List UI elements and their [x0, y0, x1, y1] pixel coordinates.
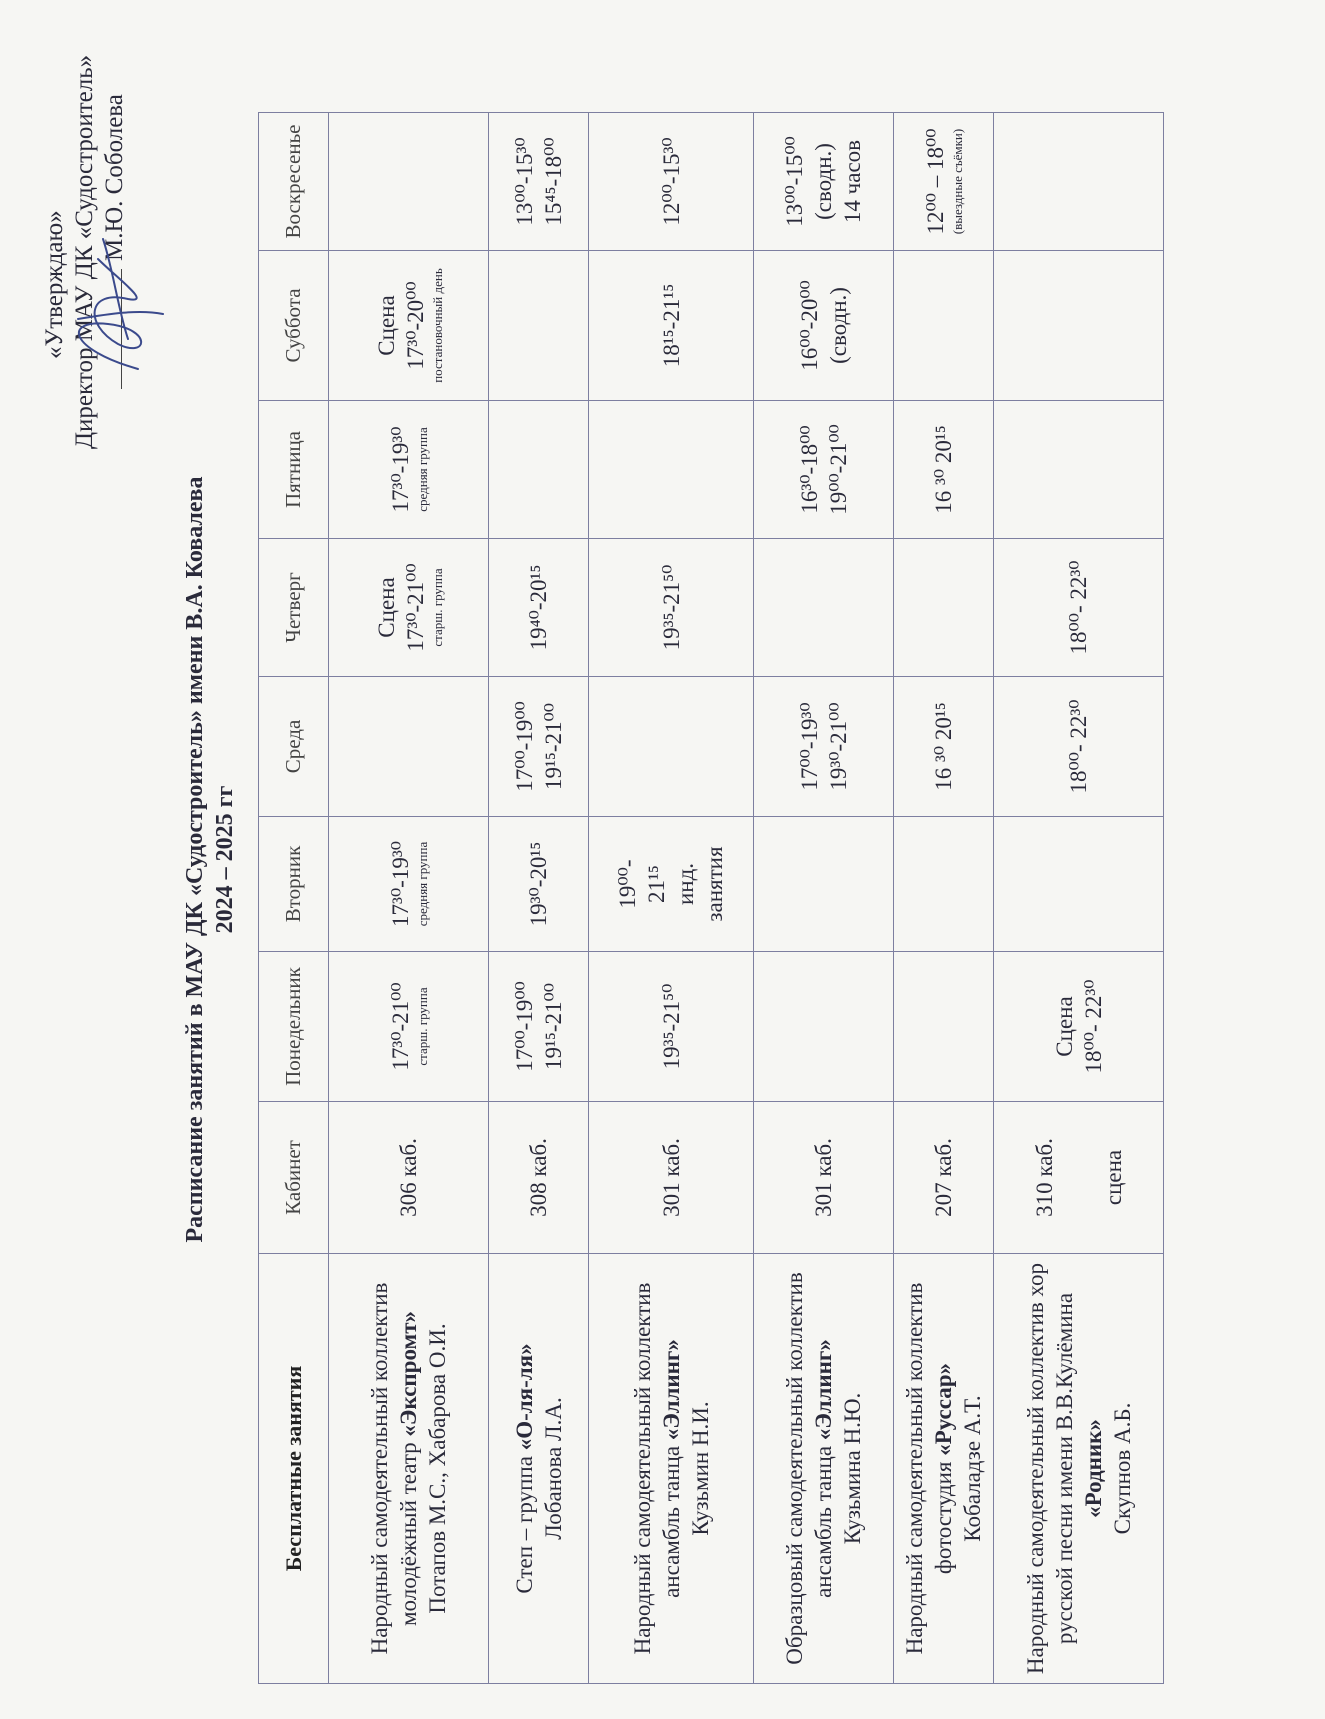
column-header: Воскресенье [259, 113, 329, 251]
column-header: Суббота [259, 251, 329, 401]
schedule-time: занятия [702, 846, 727, 922]
schedule-time: 16³⁰-18⁰⁰ [796, 425, 822, 514]
schedule-time: Сцена [1051, 996, 1077, 1057]
approval-director-name: М.Ю. Соболева [101, 94, 128, 261]
schedule-time: 18⁰⁰- 22³⁰ [1080, 979, 1106, 1074]
schedule-cell-tue [589, 817, 754, 952]
table-body [329, 113, 1164, 1684]
room-number: 308 каб. [526, 1138, 551, 1217]
schedule-cell-sat [589, 251, 754, 401]
room-cell [589, 1102, 754, 1254]
schedule-time: 17³⁰-21⁰⁰ [388, 982, 413, 1071]
schedule-cell-sun [994, 113, 1164, 251]
room-cell [754, 1102, 894, 1254]
schedule-time: 17⁰⁰-19⁰⁰ [511, 981, 537, 1072]
title-line-1: Расписание занятий в МАУ ДК «Судостроитель» имени В.А. Ковалева [182, 476, 208, 1243]
header-row [259, 113, 329, 1684]
schedule-cell-thu [894, 539, 994, 677]
group-name-cell [994, 1254, 1164, 1684]
schedule-time: 19³⁰-21⁰⁰ [825, 702, 851, 791]
schedule-time: 19⁴⁰-20¹⁵ [526, 564, 551, 651]
group-leader: Лобанова Л.А. [540, 1397, 566, 1540]
room-cell [894, 1102, 994, 1254]
table-row [754, 113, 894, 1684]
group-name-cell [754, 1254, 894, 1684]
group-leader: Кузьмина Н.Ю. [840, 1392, 865, 1545]
schedule-time: 19¹⁵-21⁰⁰ [540, 703, 566, 791]
schedule-cell-sun [754, 113, 894, 251]
schedule-time: старш. группа [415, 987, 430, 1066]
schedule-time: 19¹⁵-21⁰⁰ [540, 983, 566, 1071]
schedule-time: 19³⁵-21⁵⁰ [658, 983, 684, 1070]
schedule-cell-wed [894, 677, 994, 817]
schedule-cell-sun [329, 113, 489, 251]
schedule-cell-sat [894, 251, 994, 401]
room-number: 301 каб. [811, 1138, 836, 1217]
group-title: «Экспромт» [396, 1311, 421, 1437]
group-leader: Потапов М.С., Хабарова О.И. [425, 1323, 450, 1614]
room-secondary: сцена [1100, 1149, 1126, 1206]
schedule-cell-wed [589, 677, 754, 817]
schedule-cell-mon [994, 952, 1164, 1102]
schedule-cell-wed [489, 677, 589, 817]
schedule-time: старш. группа [429, 568, 445, 647]
table-row [489, 113, 589, 1684]
schedule-time: 21¹⁵ [644, 865, 669, 903]
schedule-cell-thu [994, 539, 1164, 677]
group-description: Степ – группа [511, 1450, 537, 1594]
schedule-time: 19³⁰-20¹⁵ [526, 841, 551, 927]
schedule-cell-fri [329, 401, 489, 539]
group-title: «Эллинг» [658, 1339, 684, 1441]
schedule-time: 15⁴⁵-18⁰⁰ [540, 137, 566, 226]
room-cell [329, 1102, 489, 1254]
schedule-time: 16 ³⁰ 20¹⁵ [931, 702, 956, 791]
column-header: Понедельник [259, 952, 329, 1102]
schedule-time: 12⁰⁰-15³⁰ [658, 137, 684, 226]
schedule-time: 17³⁰-19³⁰ [388, 841, 413, 927]
group-name-cell [489, 1254, 589, 1684]
room-cell [994, 1102, 1164, 1254]
schedule-cell-mon [489, 952, 589, 1102]
room-number: 207 каб. [931, 1138, 956, 1217]
schedule-time: (сводн.) [825, 287, 851, 364]
schedule-cell-sun [589, 113, 754, 251]
schedule-cell-mon [754, 952, 894, 1102]
schedule-cell-wed [754, 677, 894, 817]
column-header: Среда [259, 677, 329, 817]
room-number: 301 каб. [658, 1138, 684, 1217]
group-description: Народный самодеятельный коллектив молодёжный театр [367, 1282, 421, 1655]
schedule-time: 17³⁰-21⁰⁰ [402, 563, 428, 652]
schedule-cell-fri [754, 401, 894, 539]
schedule-table [258, 112, 1164, 1684]
group-description: Народный самодеятельный коллектив хор русской песни имени В.В.Кулёмина [1022, 1262, 1077, 1675]
schedule-time: 18⁰⁰- 22³⁰ [1066, 560, 1091, 655]
schedule-time: 13⁰⁰-15⁰⁰ [782, 136, 807, 227]
schedule-cell-mon [894, 952, 994, 1102]
column-header: Вторник [259, 817, 329, 952]
schedule-time: 16 ³⁰ 20¹⁵ [931, 425, 956, 514]
schedule-cell-fri [894, 401, 994, 539]
schedule-cell-wed [329, 677, 489, 817]
schedule-cell-sat [994, 251, 1164, 401]
group-leader: Скупнов А.Б. [1109, 1402, 1135, 1535]
schedule-time: 14 часов [840, 139, 865, 224]
schedule-cell-thu [589, 539, 754, 677]
group-leader: Кузьмин Н.И. [687, 1401, 713, 1536]
group-name-cell [589, 1254, 754, 1684]
schedule-cell-mon [589, 952, 754, 1102]
group-leader: Кобаладзе А.Т. [960, 1395, 985, 1542]
schedule-cell-fri [489, 401, 589, 539]
group-title: «Руссар» [931, 1362, 956, 1456]
schedule-cell-thu [329, 539, 489, 677]
column-header: Бесплатные занятия [259, 1254, 329, 1684]
schedule-time: 17³⁰-20⁰⁰ [402, 281, 428, 370]
column-header: Четверг [259, 539, 329, 677]
group-title: «О-ля-ля» [511, 1343, 537, 1451]
group-name-cell [329, 1254, 489, 1684]
schedule-time: (сводн.) [811, 143, 836, 220]
schedule-cell-sat [489, 251, 589, 401]
table-row [589, 113, 754, 1684]
schedule-cell-thu [489, 539, 589, 677]
schedule-time: 16⁰⁰-20⁰⁰ [796, 280, 822, 371]
schedule-cell-sun [894, 113, 994, 251]
schedule-time: 19³⁵-21⁵⁰ [658, 564, 684, 651]
schedule-cell-tue [489, 817, 589, 952]
schedule-cell-tue [894, 817, 994, 952]
schedule-cell-fri [589, 401, 754, 539]
schedule-cell-sat [754, 251, 894, 401]
schedule-time: Сцена [373, 295, 399, 356]
schedule-cell-thu [754, 539, 894, 677]
schedule-time: 17⁰⁰-19³⁰ [796, 702, 822, 791]
group-description: Народный самодеятельный коллектив ансамбль танца [629, 1282, 684, 1655]
schedule-time: 17⁰⁰-19⁰⁰ [511, 701, 537, 792]
schedule-cell-fri [994, 401, 1164, 539]
handwritten-signature-icon [58, 229, 168, 379]
schedule-time: 19⁰⁰-21⁰⁰ [825, 424, 851, 515]
column-header: Кабинет [259, 1102, 329, 1254]
schedule-time: 18⁰⁰- 22³⁰ [1066, 699, 1091, 794]
schedule-time: 12⁰⁰ – 18⁰⁰ [923, 128, 948, 235]
title-line-2: 2024 – 2025 гг [212, 785, 238, 934]
column-header: Пятница [259, 401, 329, 539]
group-description: Народный самодеятельный коллектив фотостудия [902, 1282, 956, 1655]
schedule-time: 17³⁰-19³⁰ [388, 426, 413, 513]
schedule-time: 19⁰⁰- [615, 859, 640, 909]
schedule-cell-tue [754, 817, 894, 952]
group-title: «Родник» [1080, 1419, 1106, 1518]
group-description: Образцовый самодеятельный коллектив ансамбль танца [782, 1272, 836, 1665]
schedule-time: 13⁰⁰-15³⁰ [511, 137, 537, 226]
table-row [894, 113, 994, 1684]
schedule-cell-wed [994, 677, 1164, 817]
schedule-time: инд. [673, 862, 698, 906]
schedule-cell-sun [489, 113, 589, 251]
schedule-time: (выездные съёмки) [950, 128, 965, 235]
schedule-cell-mon [329, 952, 489, 1102]
schedule-time: постановочный день [429, 268, 445, 383]
document-title [180, 0, 240, 1719]
room-number: 306 каб. [396, 1138, 421, 1217]
table-row [329, 113, 489, 1684]
schedule-cell-tue [329, 817, 489, 952]
schedule-time: 18¹⁵-21¹⁵ [658, 283, 684, 368]
group-title: «Эллинг» [811, 1339, 836, 1441]
schedule-time: средняя группа [415, 841, 430, 927]
schedule-time: средняя группа [415, 427, 430, 512]
room-number: 310 каб. [1031, 1138, 1057, 1217]
schedule-cell-tue [994, 817, 1164, 952]
table-row [994, 113, 1164, 1684]
approval-heading: «Утверждаю» [41, 210, 68, 359]
schedule-cell-sat [329, 251, 489, 401]
group-name-cell [894, 1254, 994, 1684]
schedule-time: Сцена [373, 577, 399, 638]
approval-position: Директор МАУ ДК «Судостроитель» [71, 54, 98, 449]
room-cell [489, 1102, 589, 1254]
